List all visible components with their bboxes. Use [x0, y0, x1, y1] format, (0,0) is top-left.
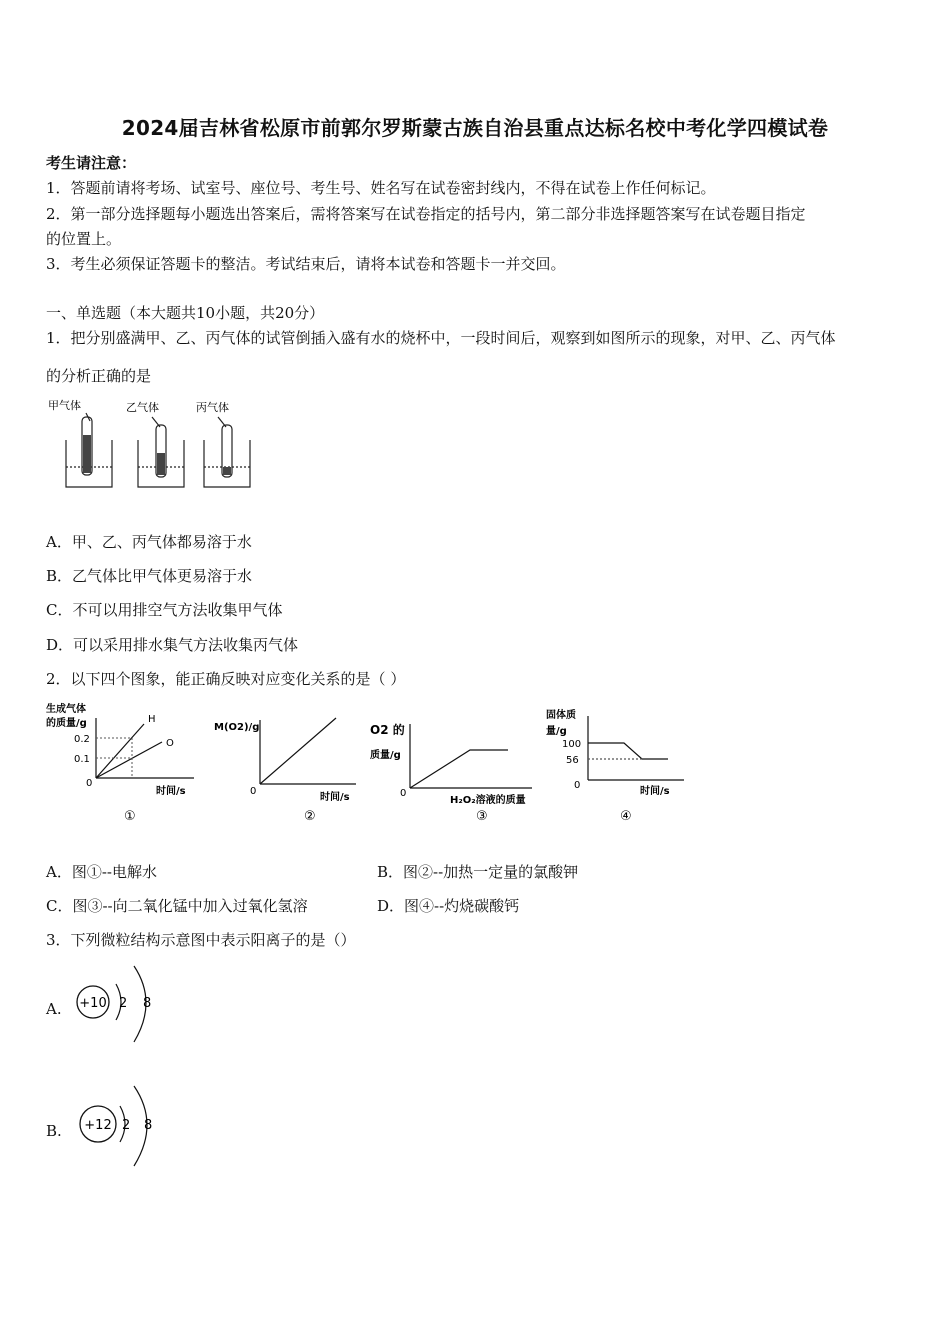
tick-label: 0	[86, 778, 93, 789]
series-line	[260, 718, 336, 784]
axis-label: 时间/s	[156, 786, 186, 797]
graph-caption: ④	[620, 809, 632, 824]
notice-heading: 考生请注意：	[46, 154, 137, 172]
q1-stem: 的分析正确的是	[46, 367, 152, 385]
tick-label: 56	[566, 755, 579, 766]
option-letter: B.	[46, 1122, 62, 1140]
shell-electrons: 2	[122, 1118, 131, 1133]
axis-label: 的质量/g	[46, 718, 87, 729]
figure-label: 乙气体	[126, 401, 159, 414]
tick-label: 0	[574, 780, 581, 791]
q2-stem: 2．以下四个图象，能正确反映对应变化关系的是（ ）	[46, 670, 406, 688]
shell-electrons: 8	[143, 996, 152, 1011]
notice-item: 的位置上。	[46, 230, 122, 248]
tick-label: 0	[400, 788, 407, 799]
notice-item: 1．答题前请将考场、试室号、座位号、考生号、姓名写在试卷密封线内，不得在试卷上作任何标记。	[46, 179, 716, 197]
line-label: O	[166, 738, 174, 749]
q3-stem: 3．下列微粒结构示意图中表示阳离子的是（）	[46, 931, 356, 949]
tick-label: 0.1	[74, 754, 90, 765]
axis-label: H₂O₂溶液的质量	[450, 795, 526, 806]
option-item: D．图④--灼烧碳酸钙	[377, 897, 520, 915]
tick-label: 0.2	[74, 734, 90, 745]
beaker	[204, 440, 250, 487]
q1-figure	[44, 395, 254, 495]
shell-electrons: 8	[144, 1118, 153, 1133]
q1-stem: 1．把分别盛满甲、乙、丙气体的试管倒插入盛有水的烧杯中，一段时间后，观察到如图所示的现象，对甲、乙、丙气体	[46, 329, 836, 347]
line-label: H	[148, 714, 156, 725]
graph-4	[542, 700, 692, 825]
nucleus-charge: +10	[79, 996, 107, 1011]
option-item: B．图②--加热一定量的氯酸钾	[377, 863, 579, 881]
graph-3	[368, 700, 538, 825]
axis-label: M(O2)/g	[214, 722, 260, 733]
page-title: 2024届吉林省松原市前郭尔罗斯蒙古族自治县重点达标名校中考化学四模试卷	[121, 116, 829, 140]
notice-item: 2．第一部分选择题每小题选出答案后，需将答案写在试卷指定的括号内，第二部分非选择题答案写在试卷题目指定	[46, 205, 806, 223]
axis-label: 时间/s	[640, 786, 670, 797]
axis-label: 量/g	[546, 726, 567, 737]
axis-label: 固体质	[546, 710, 576, 721]
series-line	[588, 743, 668, 759]
option-item: C．图③--向二氧化锰中加入过氧化氢溶	[46, 897, 308, 915]
graph-2	[210, 700, 370, 825]
axis-label: 生成气体	[46, 704, 86, 715]
tick-label: 100	[562, 739, 582, 750]
atom-diagram-b	[70, 1080, 170, 1170]
shell-electrons: 2	[119, 996, 128, 1011]
graph-caption: ③	[476, 809, 488, 824]
series-line	[96, 742, 162, 778]
option-item: D．可以采用排水集气方法收集丙气体	[46, 636, 299, 654]
option-item: C．不可以用排空气方法收集甲气体	[46, 601, 283, 619]
axis-label: O2 的	[370, 723, 405, 737]
option-item: A．图①--电解水	[46, 863, 157, 881]
option-item: B．乙气体比甲气体更易溶于水	[46, 567, 253, 585]
graph-1	[44, 700, 204, 825]
series-line	[410, 750, 508, 788]
series-line	[96, 724, 144, 778]
figure-label: 丙气体	[196, 401, 229, 414]
section-heading: 一、单选题（本大题共10小题，共20分）	[46, 304, 325, 322]
atom-diagram-a	[70, 958, 170, 1048]
axis-label: 质量/g	[370, 750, 401, 761]
tick-label: 0	[250, 786, 257, 797]
figure-label: 甲气体	[48, 399, 81, 412]
option-letter: A.	[46, 1000, 62, 1018]
notice-item: 3．考生必须保证答题卡的整洁。考试结束后，请将本试卷和答题卡一并交回。	[46, 255, 566, 273]
axis-label: 时间/s	[320, 792, 350, 803]
option-item: A．甲、乙、丙气体都易溶于水	[46, 533, 252, 551]
graph-caption: ①	[124, 809, 136, 824]
graph-caption: ②	[304, 809, 316, 824]
nucleus-charge: +12	[84, 1118, 112, 1133]
